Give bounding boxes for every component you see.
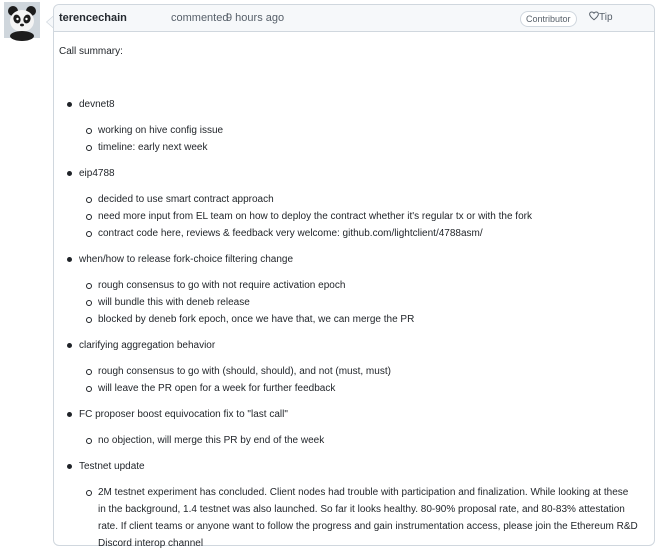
bullet-circle	[86, 197, 92, 203]
bullet-dot	[67, 343, 72, 348]
bullet-circle	[86, 128, 92, 134]
comment-timestamp-link[interactable]: 9 hours ago	[226, 12, 285, 24]
topic-title: FC proposer boost equivocation fix to "last call"	[79, 409, 288, 420]
heart-icon	[589, 11, 599, 21]
list-item	[98, 380, 638, 397]
bullet-circle	[86, 438, 92, 444]
list-item-text: no objection, will merge this PR by end of the week	[98, 435, 325, 446]
list-item-text: rough consensus to go with (should, should), and not (must, must)	[98, 366, 391, 377]
topic-title: devnet8	[79, 99, 115, 110]
panda-avatar-icon	[4, 2, 40, 38]
topic-title: when/how to release fork-choice filtering change	[79, 254, 294, 265]
topic-title: Testnet update	[79, 461, 145, 472]
comment-action-text: commented	[171, 12, 229, 24]
bullet-dot	[67, 412, 72, 417]
tip-button[interactable]	[589, 5, 613, 31]
topic-aggregation-behavior	[79, 337, 215, 354]
bullet-dot	[67, 257, 72, 262]
bullet-dot	[67, 464, 72, 469]
list-item-text: decided to use smart contract approach	[98, 194, 274, 205]
bullet-circle	[86, 214, 92, 220]
list-item	[98, 432, 638, 449]
bullet-circle	[86, 231, 92, 237]
tip-label: Tip	[599, 12, 613, 23]
comment-header	[54, 5, 654, 32]
bullet-circle	[86, 369, 92, 375]
contributor-badge: Contributor	[520, 11, 577, 27]
list-item	[98, 139, 638, 156]
list-item-text: working on hive config issue	[98, 125, 224, 136]
bullet-dot	[67, 102, 72, 107]
bullet-dot	[67, 171, 72, 176]
bullet-circle	[86, 300, 92, 306]
topic-title: clarifying aggregation behavior	[79, 340, 216, 351]
list-item-text: will bundle this with deneb release	[98, 297, 250, 308]
list-item	[98, 294, 638, 311]
list-item-text: blocked by deneb fork epoch, once we have that, we can merge the PR	[98, 314, 415, 325]
avatar[interactable]	[4, 2, 40, 38]
bullet-circle	[86, 317, 92, 323]
bullet-circle	[86, 386, 92, 392]
topic-fork-choice-filtering	[79, 251, 293, 268]
topic-devnet8	[79, 96, 115, 113]
list-item	[98, 311, 638, 328]
list-item	[98, 363, 638, 380]
topic-testnet-update	[79, 458, 145, 475]
list-item-text: contract code here, reviews & feedback very welcome: github.com/lightclient/4788asm/	[98, 228, 483, 239]
list-item-text: need more input from EL team on how to deploy the contract whether it's regular tx or with the fork	[98, 211, 532, 222]
list-item	[98, 277, 638, 294]
list-item	[98, 225, 638, 242]
comment-box	[53, 4, 655, 549]
topic-fc-proposer-boost	[79, 406, 288, 423]
bullet-circle	[86, 490, 92, 496]
topic-eip4788	[79, 165, 115, 182]
list-item-text: will leave the PR open for a week for further feedback	[98, 383, 336, 394]
bullet-circle	[86, 145, 92, 151]
list-item-text: rough consensus to go with not require activation epoch	[98, 280, 346, 291]
topic-title: eip4788	[79, 168, 115, 179]
bullet-circle	[86, 283, 92, 289]
list-item	[98, 122, 638, 139]
list-item	[98, 484, 638, 552]
call-summary-heading: Call summary:	[59, 46, 123, 57]
list-item	[98, 208, 638, 225]
list-item-text: timeline: early next week	[98, 142, 208, 153]
comment-author-link[interactable]: terencechain	[59, 12, 127, 24]
list-item	[98, 191, 638, 208]
list-item-text: 2M testnet experiment has concluded. Client nodes had trouble with participation and finalization. While looking at these in the background, 1.4 testnet was also launched. So far it looks healthy. 80-90% proposal rate, and 80-83% attestation rate. If client teams or anyone want to follow the progress and gain instrumentation access, please join the Ethereum R&D Discord interop channel	[98, 487, 638, 549]
